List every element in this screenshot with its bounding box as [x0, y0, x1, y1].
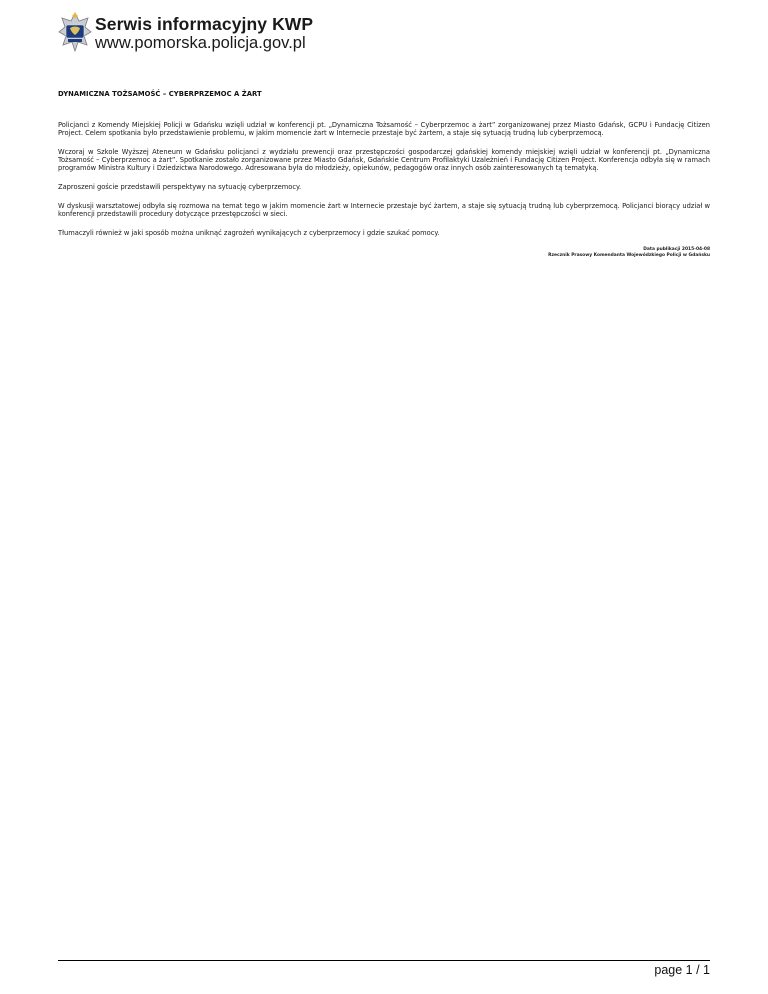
publication-date: Data publikacji 2015-04-08 — [643, 247, 710, 252]
paragraph: Wczoraj w Szkole Wyższej Ateneum w Gdańsku policjanci z wydziału prewencji oraz przestępczości gospodarczej gdańskiej komendy miejskiej wzięli udział w konferencji pt. „Dynamiczna Tożsamość – Cyberprzemoc a żart”. Spotkanie zostało zorganizowane przez Miasto Gdańsk, Gdańskie Centrum Profilaktyki Uzależnień i Fundację Citizen Project. Konferencja odbyła się w ramach programów Ministra Kultury i Dziedzictwa Narodowego. Adresowana była do młodzieży, opiekunów, pedagogów oraz innych osób zainteresowanych tą tematyką. — [58, 147, 710, 173]
paragraph: W dyskusji warsztatowej odbyła się rozmowa na temat tego w jakim momencie żart w Internecie przestaje być żartem, a staje się sytuacją trudną lub cyberprzemocą. Policjanci biorący udział w konferencji przedstawili procedury dotyczące przestępczości w sieci. — [58, 201, 710, 218]
site-url: www.pomorska.policja.gov.pl — [95, 34, 306, 52]
site-name: Serwis informacyjny KWP — [95, 14, 314, 34]
paragraph: Tłumaczyli również w jaki sposób można uniknąć zagrożeń wynikających z cyberprzemocy i gdzie szukać pomocy. — [58, 228, 440, 237]
paragraph: Policjanci z Komendy Miejskiej Policji w Gdańsku wzięli udział w konferencji pt. „Dynamiczna Tożsamość – Cyberprzemoc a żart” zorganizowanej przez Miasto Gdańsk, GCPU i Fundację Citizen Project. Celem spotkania było przedstawienie problemu, w jakim momencie żart w Internecie przestaje być żartem, a staje się sytuacją trudną lub cyberprzemocą. — [58, 121, 710, 138]
author: Rzecznik Prasowy Komendanta Wojewódzkiego Policji w Gdańsku — [548, 252, 710, 258]
site-header — [58, 12, 458, 62]
police-star-badge-icon — [58, 12, 92, 54]
footer-divider — [58, 960, 710, 961]
article-body — [58, 121, 710, 247]
article-title: DYNAMICZNA TOŻSAMOŚĆ – CYBERPRZEMOC A ŻART — [58, 90, 262, 98]
paragraph: Zaproszeni goście przedstawili perspektywy na sytuację cyberprzemocy. — [58, 183, 302, 192]
publication-meta — [548, 247, 710, 258]
page-number: page 1 / 1 — [654, 963, 710, 977]
